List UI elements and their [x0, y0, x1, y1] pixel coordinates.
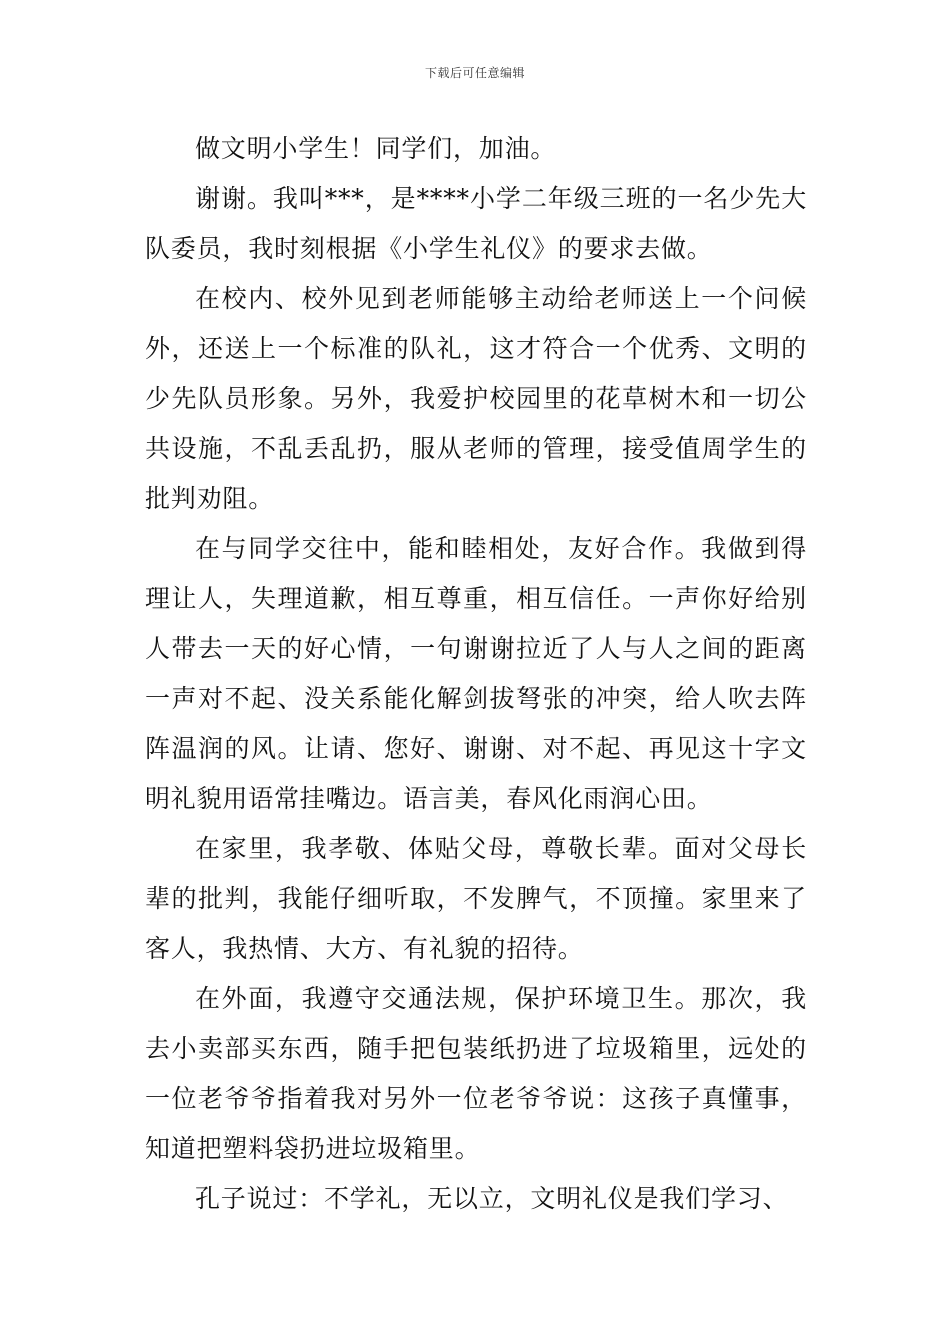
- page-header: 下载后可任意编辑: [424, 66, 525, 80]
- paragraph: 在校内、校外见到老师能够主动给老师送上一个问候外，还送上一个标准的队礼，这才符合一个优秀、文明的少先队员形象。另外，我爱护校园里的花草树木和一切公共设施，不乱丢乱扔，服从老师的管理，接受值周学生的批判劝阻。: [145, 284, 807, 513]
- paragraph: 在与同学交往中，能和睦相处，友好合作。我做到得理让人，失理道歉，相互尊重，相互信任。一声你好给别人带去一天的好心情，一句谢谢拉近了人与人之间的距离一声对不起、没关系能化解剑拔弩张的冲突，给人吹去阵阵温润的风。让请、您好、谢谢、对不起、再见这十字文明礼貌用语常挂嘴边。语言美，春风化雨润心田。: [145, 534, 807, 813]
- paragraph: 在家里，我孝敬、体贴父母，尊敬长辈。面对父母长辈的批判，我能仔细听取，不发脾气，不顶撞。家里来了客人，我热情、大方、有礼貌的招待。: [145, 834, 807, 963]
- paragraph: 孔子说过：不学礼，无以立，文明礼仪是我们学习、: [195, 1184, 789, 1213]
- paragraph: 谢谢。我叫***，是****小学二年级三班的一名少先大队委员，我时刻根据《小学生礼仪》的要求去做。: [145, 184, 807, 263]
- paragraph: 做文明小学生！同学们，加油。: [195, 134, 557, 163]
- paragraph: 在外面，我遵守交通法规，保护环境卫生。那次，我去小卖部买东西，随手把包装纸扔进了垃圾箱里，远处的一位老爷爷指着我对另外一位老爷爷说：这孩子真懂事，知道把塑料袋扔进垃圾箱里。: [145, 984, 807, 1163]
- document-body: [145, 124, 807, 1224]
